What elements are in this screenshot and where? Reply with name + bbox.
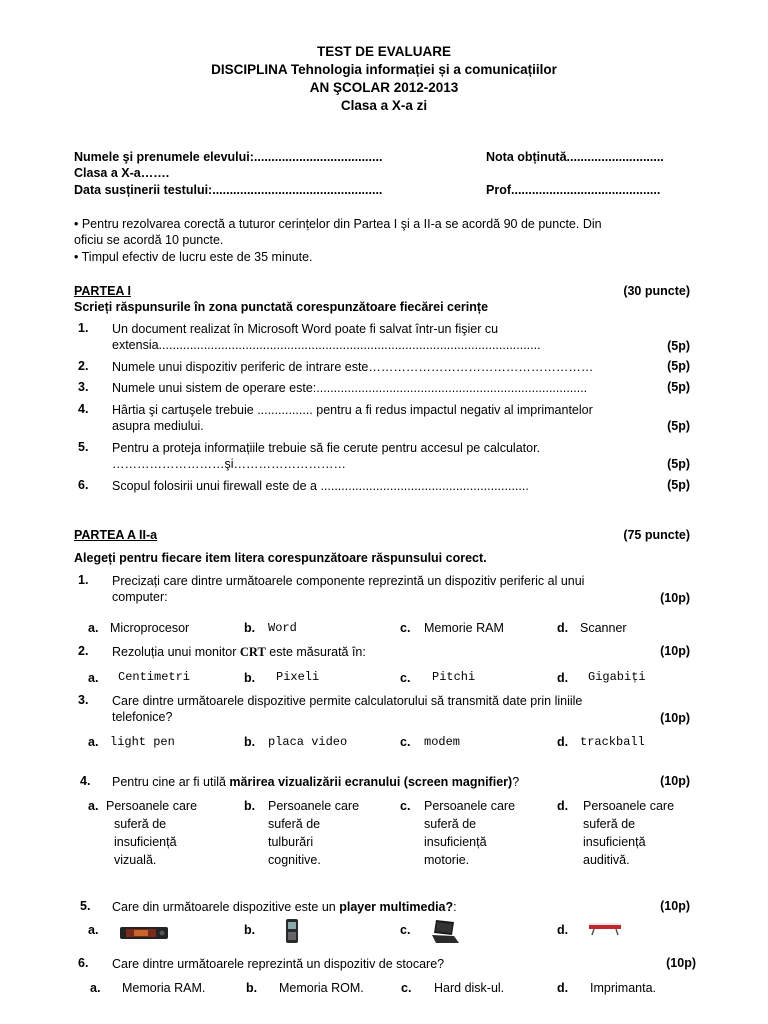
item-points: (5p) <box>667 457 690 471</box>
option-line: insuficiență <box>114 835 177 849</box>
option-letter-a: a. <box>88 621 99 635</box>
question-points: (10p) <box>660 899 690 913</box>
option-line: insuficiență <box>424 835 487 849</box>
part2-header <box>74 528 690 544</box>
question-number: 5. <box>80 899 91 913</box>
option-line: suferă de <box>424 817 477 831</box>
option-c-text <box>424 797 515 869</box>
part1-item-5 <box>74 440 690 474</box>
option-letter-a: a. <box>88 735 99 749</box>
crt-term: CRT <box>239 645 266 659</box>
option-a-text: Memoria RAM. <box>122 981 206 995</box>
item-points: (5p) <box>667 380 690 394</box>
option-line: suferă de <box>583 817 636 831</box>
option-letter-d: d. <box>557 799 569 813</box>
option-c-text: Hard disk-ul. <box>434 981 505 995</box>
item-number: 6. <box>78 478 89 492</box>
option-letter-b: b. <box>244 735 256 749</box>
question-text <box>112 899 690 915</box>
option-line: auditivă. <box>583 853 630 867</box>
option-letter-b: b. <box>244 799 256 813</box>
question-text: Care dintre următoarele reprezintă un dispozitiv de stocare? <box>112 957 445 971</box>
question-text-part: Pentru cine ar fi utilă <box>112 775 230 789</box>
question-number: 1. <box>78 573 89 587</box>
part2-points: (75 puncte) <box>623 528 690 542</box>
option-letter-c: c. <box>401 981 412 995</box>
option-letter-c: c. <box>400 735 411 749</box>
option-a-text: light pen <box>110 735 175 749</box>
question-text <box>112 693 690 725</box>
option-b-text: Word <box>268 621 297 635</box>
part2-question-4 <box>74 774 690 790</box>
option-letter-c: c. <box>400 799 411 813</box>
item-text-line: Un document realizat în Microsoft Word poate fi salvat într-un fişier cu <box>112 322 499 336</box>
question-text <box>112 774 690 790</box>
instruction-points-line1: • Pentru rezolvarea corectă a tuturor cerințelor din Partea I şi a II-a se acordă 90 de puncte. Din <box>74 217 602 231</box>
option-letter-d: d. <box>557 671 569 685</box>
option-letter-d: d. <box>557 923 569 937</box>
item-text: Numele unui sistem de operare este:.............................................................................. <box>112 381 588 395</box>
item-text <box>112 440 690 472</box>
option-c-text: modem <box>424 735 461 749</box>
question-points: (10p) <box>660 774 690 788</box>
option-d-text: Gigabiți <box>588 670 646 684</box>
item-points: (5p) <box>667 419 690 433</box>
test-date-field: Data susținerii testului:................................................. <box>74 183 383 197</box>
option-d-text: Scanner <box>580 621 627 635</box>
option-line: Persoanele care <box>424 799 516 813</box>
part2-question-5 <box>74 899 690 915</box>
item-points: (5p) <box>667 359 690 373</box>
option-a-text <box>106 797 197 869</box>
option-letter-d: d. <box>557 735 569 749</box>
question-number: 2. <box>78 644 89 658</box>
item-text-line: extensia.............................................................................................................. <box>112 338 541 352</box>
question-points: (10p) <box>660 644 690 658</box>
teacher-field: Prof........................................... <box>486 183 661 197</box>
part1-item-6 <box>74 478 690 494</box>
item-number: 1. <box>78 321 89 335</box>
question-text-line: telefonice? <box>112 710 173 724</box>
question-number: 3. <box>78 693 89 707</box>
option-line: cognitive. <box>268 853 321 867</box>
question-text-line: Precizați care dintre următoarele componente reprezintă un dispozitiv periferic al unui <box>112 574 585 588</box>
part1-item-4 <box>74 402 690 436</box>
item-number: 2. <box>78 359 89 373</box>
option-letter-b: b. <box>244 621 256 635</box>
item-number: 4. <box>78 402 89 416</box>
part2-question-6 <box>74 956 696 972</box>
question-points: (10p) <box>666 956 696 970</box>
option-letter-c: c. <box>400 621 411 635</box>
question-number: 4. <box>80 774 91 788</box>
item-text: Scopul folosirii unui firewall este de a ............................................................ <box>112 479 529 493</box>
item-text: Numele unui dispozitiv periferic de intrare este……………………………………………… <box>112 360 594 374</box>
option-letter-c: c. <box>400 923 411 937</box>
option-line: vizuală. <box>114 853 157 867</box>
part1-item-3 <box>74 380 690 396</box>
option-a-text: Centimetri <box>118 670 191 684</box>
part2-question-3 <box>74 693 690 727</box>
option-c-text: Pitchi <box>432 670 476 684</box>
option-line: Persoanele care <box>583 799 675 813</box>
option-d-text <box>583 797 674 869</box>
option-b-text <box>268 797 359 869</box>
question-number: 6. <box>78 956 89 970</box>
option-line: motorie. <box>424 853 470 867</box>
discipline-line: DISCIPLINA Tehnologia informației și a comunicațiilor <box>211 62 557 77</box>
option-d-text: Imprimanta. <box>590 981 656 995</box>
item-points: (5p) <box>667 478 690 492</box>
question-text <box>112 573 690 605</box>
test-title: TEST DE EVALUARE <box>316 44 451 59</box>
part1-header <box>74 284 690 300</box>
question-text-part: este măsurată în: <box>265 645 366 659</box>
option-a-text: Microprocesor <box>110 621 190 635</box>
part1-subtitle: Scrieți răspunsurile în zona punctată corespunzătoare fiecărei cerințe <box>74 300 489 314</box>
option-letter-a: a. <box>88 923 99 937</box>
option-b-text: Memoria ROM. <box>279 981 364 995</box>
part1-item-2 <box>74 359 690 375</box>
item-points: (5p) <box>667 339 690 353</box>
class-field: Clasa a X-a……. <box>74 166 170 180</box>
grade-field: Nota obținută............................ <box>486 150 664 164</box>
option-letter-b: b. <box>244 671 256 685</box>
question-points: (10p) <box>660 711 690 725</box>
part1-title: PARTEA I <box>74 284 131 298</box>
question-text-part: : <box>453 900 457 914</box>
option-b-text: Pixeli <box>276 670 320 684</box>
item-text-line: Hârtia şi cartuşele trebuie ................ pentru a fi redus impactul negativ al imprimantelor <box>112 403 593 417</box>
option-line: insuficiență <box>583 835 646 849</box>
part1-item-1 <box>74 321 690 355</box>
item-text-line: Pentru a proteja informațiile trebuie să fie cerute pentru accesul pe calculator. <box>112 441 541 455</box>
option-letter-a: a. <box>88 799 99 813</box>
option-letter-a: a. <box>88 671 99 685</box>
item-text-line: asupra mediului. <box>112 419 204 433</box>
option-d-text: trackball <box>580 735 645 749</box>
question-text-line: Care dintre următoarele dispozitive permite calculatorului să transmită date prin liniile <box>112 694 583 708</box>
item-text <box>112 402 690 434</box>
school-year-line: AN ŞCOLAR 2012-2013 <box>309 80 459 95</box>
option-letter-c: c. <box>400 671 411 685</box>
option-b-text: placa video <box>268 735 348 749</box>
laptop-icon <box>430 918 460 946</box>
plotter-printer-icon <box>588 922 622 936</box>
question-text-line: computer: <box>112 590 168 604</box>
option-letter-d: d. <box>557 981 569 995</box>
class-line: Clasa a X-a zi <box>340 98 428 113</box>
student-name-field: Numele şi prenumele elevului:..................................... <box>74 150 383 164</box>
part2-question-2 <box>74 644 690 660</box>
option-line: Persoanele care <box>268 799 360 813</box>
option-letter-d: d. <box>557 621 569 635</box>
question-text-bold: mărirea vizualizării ecranului (screen magnifier) <box>229 775 513 789</box>
instruction-time: • Timpul efectiv de lucru este de 35 minute. <box>74 250 313 264</box>
question-text-bold: player multimedia? <box>339 900 454 914</box>
option-line: Persoanele care <box>106 799 198 813</box>
question-text-part: Care din următoarele dispozitive este un <box>112 900 340 914</box>
option-c-text: Memorie RAM <box>424 621 504 635</box>
item-text <box>112 321 690 353</box>
option-line: tulburări <box>268 835 314 849</box>
item-number: 3. <box>78 380 89 394</box>
part2-subtitle: Alegeți pentru fiecare item litera corespunzătoare răspunsului corect. <box>74 551 487 565</box>
question-text-part: ? <box>512 775 520 789</box>
portable-media-player-icon <box>120 926 168 940</box>
part1-points: (30 puncte) <box>623 284 690 298</box>
option-line: suferă de <box>114 817 167 831</box>
option-letter-b: b. <box>246 981 258 995</box>
question-points: (10p) <box>660 591 690 605</box>
question-text-part: Rezoluția unui monitor <box>112 645 240 659</box>
mobile-phone-icon <box>285 918 299 944</box>
instruction-points-line2: oficiu se acordă 10 puncte. <box>74 233 224 247</box>
part2-question-1 <box>74 573 690 607</box>
item-text-line: ………………………şi……………………… <box>112 457 347 471</box>
option-letter-b: b. <box>244 923 256 937</box>
option-letter-a: a. <box>90 981 101 995</box>
item-number: 5. <box>78 440 89 454</box>
option-line: suferă de <box>268 817 321 831</box>
question-text <box>112 644 690 660</box>
part2-title: PARTEA A II-a <box>74 528 158 542</box>
